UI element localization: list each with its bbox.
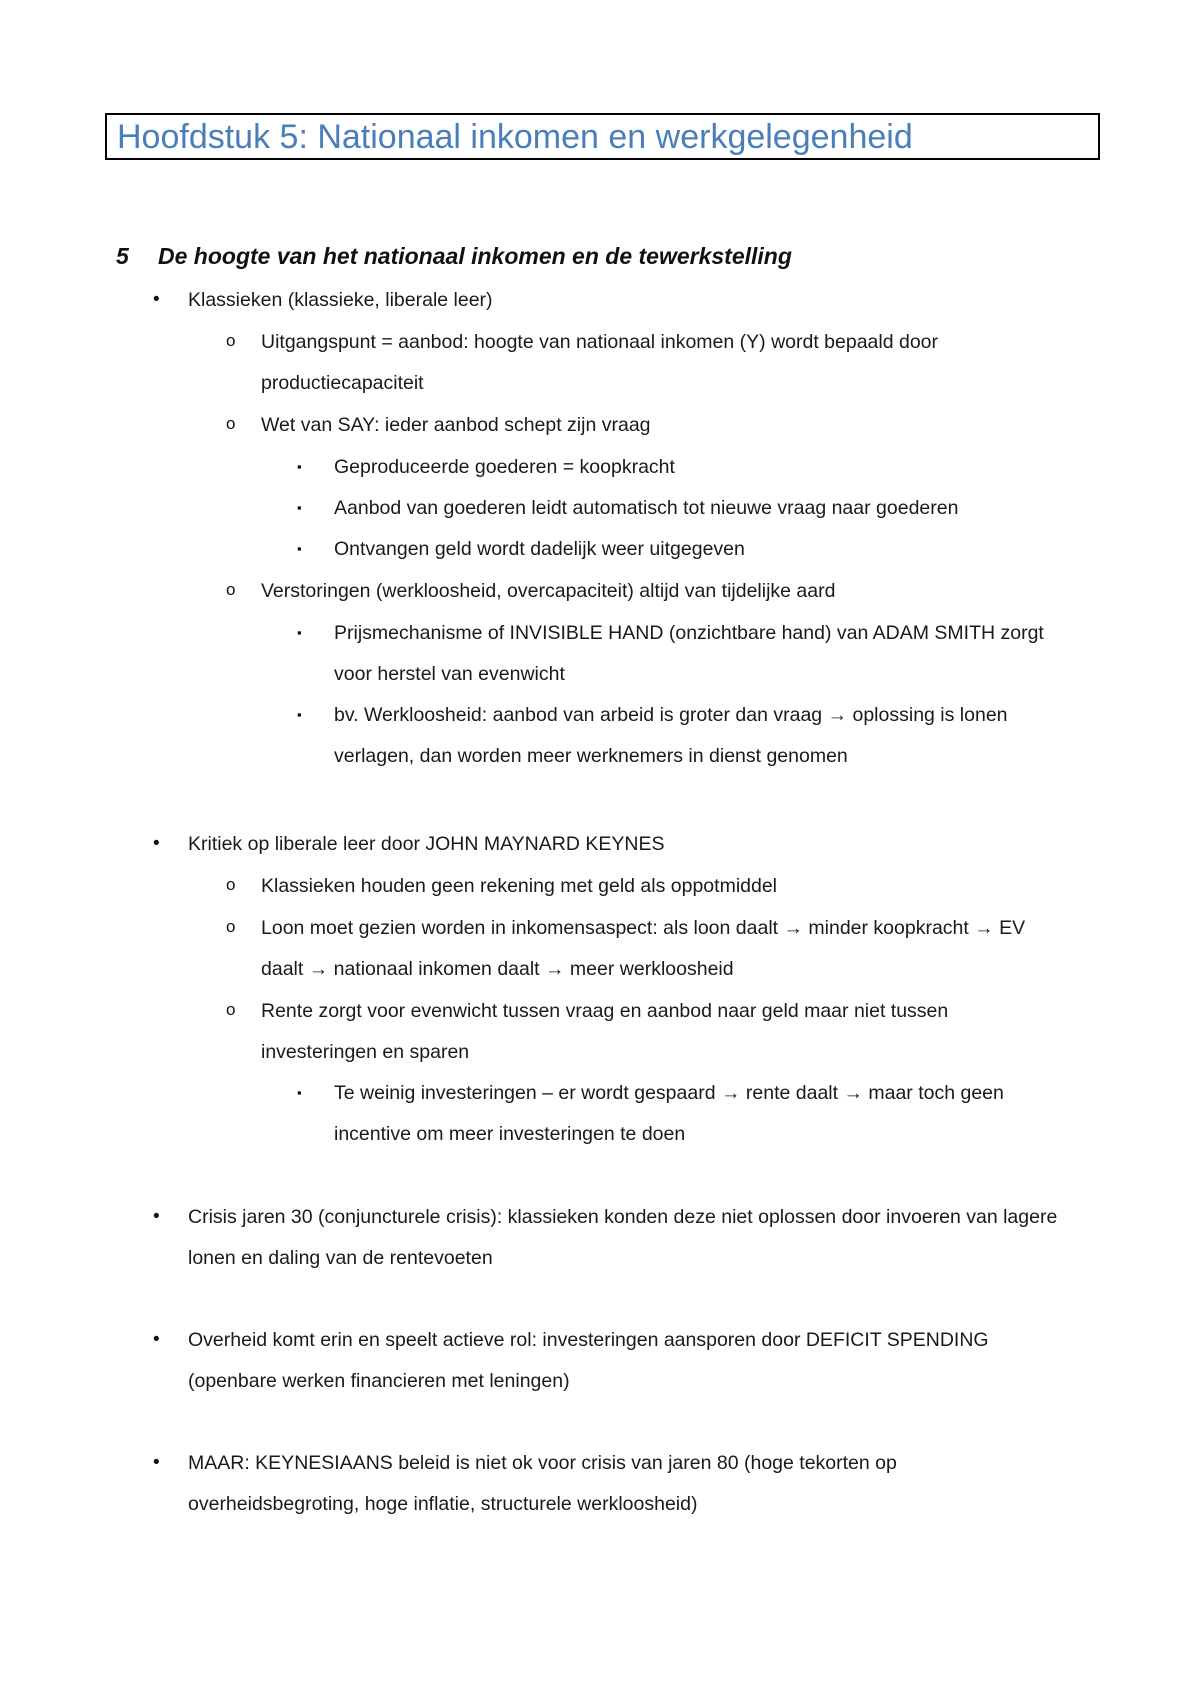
bullet-dot: •: [153, 1329, 160, 1350]
list-item: Kritiek op liberale leer door JOHN MAYNARD KEYNES: [188, 833, 665, 855]
bullet-circle: o: [226, 331, 236, 350]
list-item: Verstoringen (werkloosheid, overcapaciteit) altijd van tijdelijke aard: [261, 580, 836, 602]
bullet-circle: o: [226, 875, 236, 894]
list-item: Te weinig investeringen – er wordt gespaard → rente daalt → maar toch geen: [334, 1082, 1004, 1104]
bullet-dot: •: [153, 289, 160, 310]
list-item: Klassieken houden geen rekening met geld als oppotmiddel: [261, 875, 778, 897]
list-item: Wet van SAY: ieder aanbod schept zijn vraag: [261, 414, 651, 436]
list-item-continuation: overheidsbegroting, hoge inflatie, structurele werkloosheid): [188, 1493, 698, 1515]
list-item-continuation: investeringen en sparen: [261, 1041, 470, 1063]
list-item: Uitgangspunt = aanbod: hoogte van nationaal inkomen (Y) wordt bepaald door: [261, 331, 939, 353]
bullet-dot: •: [153, 1206, 160, 1227]
list-item-continuation: lonen en daling van de rentevoeten: [188, 1247, 493, 1269]
list-item: Loon moet gezien worden in inkomensaspect: als loon daalt → minder koopkracht → EV: [261, 917, 1026, 939]
bullet-circle: o: [226, 1000, 236, 1019]
bullet-square: ▪: [297, 625, 302, 640]
section-number: 5: [116, 243, 129, 269]
bullet-dot: •: [153, 833, 160, 854]
section-heading: [116, 243, 792, 270]
list-item: Rente zorgt voor evenwicht tussen vraag en aanbod naar geld maar niet tussen: [261, 1000, 949, 1022]
list-item-continuation: verlagen, dan worden meer werknemers in dienst genomen: [334, 745, 848, 767]
list-item-continuation: incentive om meer investeringen te doen: [334, 1123, 686, 1145]
list-item: Aanbod van goederen leidt automatisch tot nieuwe vraag naar goederen: [334, 497, 959, 519]
bullet-square: ▪: [297, 541, 302, 556]
list-item: Ontvangen geld wordt dadelijk weer uitgegeven: [334, 538, 745, 560]
list-item-continuation: (openbare werken financieren met leningen): [188, 1370, 570, 1392]
bullet-square: ▪: [297, 500, 302, 515]
list-item: Prijsmechanisme of INVISIBLE HAND (onzichtbare hand) van ADAM SMITH zorgt: [334, 622, 1044, 644]
bullet-circle: o: [226, 580, 236, 599]
list-item: Overheid komt erin en speelt actieve rol: investeringen aansporen door DEFICIT SPENDING: [188, 1329, 989, 1351]
list-item: bv. Werkloosheid: aanbod van arbeid is groter dan vraag → oplossing is lonen: [334, 704, 1008, 726]
list-item-continuation: voor herstel van evenwicht: [334, 663, 565, 685]
list-item: Crisis jaren 30 (conjuncturele crisis): klassieken konden deze niet oplossen door invoeren van lagere: [188, 1206, 1058, 1228]
list-item: MAAR: KEYNESIAANS beleid is niet ok voor crisis van jaren 80 (hoge tekorten op: [188, 1452, 897, 1474]
bullet-dot: •: [153, 1452, 160, 1473]
list-item: Geproduceerde goederen = koopkracht: [334, 456, 675, 478]
list-item: Klassieken (klassieke, liberale leer): [188, 289, 493, 311]
list-item-continuation: daalt → nationaal inkomen daalt → meer werkloosheid: [261, 958, 734, 980]
bullet-circle: o: [226, 414, 236, 433]
list-item-continuation: productiecapaciteit: [261, 372, 424, 394]
bullet-circle: o: [226, 917, 236, 936]
page-title: Hoofdstuk 5: Nationaal inkomen en werkgelegenheid: [117, 118, 913, 156]
section-title: De hoogte van het nationaal inkomen en de tewerkstelling: [158, 243, 792, 269]
bullet-square: ▪: [297, 459, 302, 474]
title-box: [105, 113, 1100, 160]
bullet-square: ▪: [297, 1085, 302, 1100]
bullet-square: ▪: [297, 707, 302, 722]
